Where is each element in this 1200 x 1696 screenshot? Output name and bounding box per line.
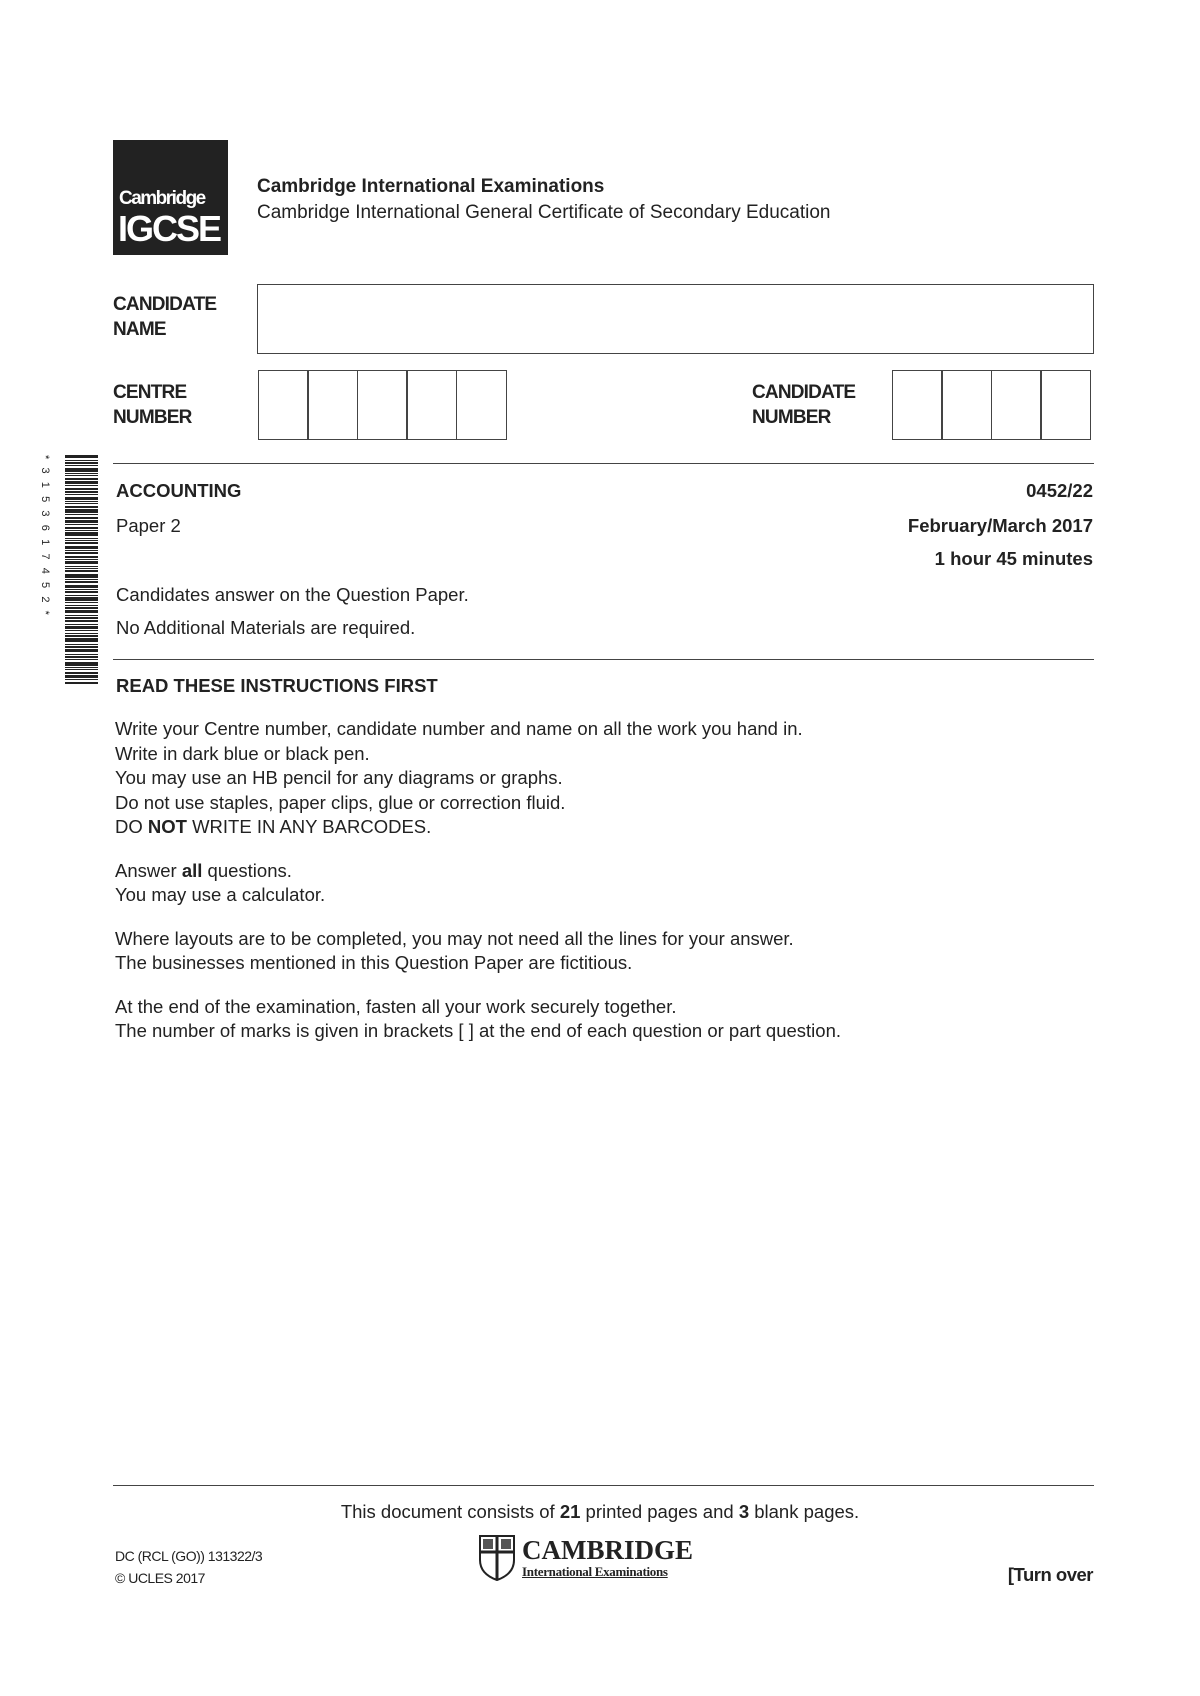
instruction xyxy=(115,860,292,881)
barcode-bar xyxy=(65,617,98,619)
barcode-bar xyxy=(65,630,98,631)
barcode-bar xyxy=(65,501,98,502)
instruction: Do not use staples, paper clips, glue or correction fluid. xyxy=(115,791,566,813)
text: This document consists of xyxy=(340,1501,560,1522)
barcode-bar xyxy=(65,556,98,558)
logo-subtext: International Examinations xyxy=(522,1564,668,1579)
page-count xyxy=(0,1501,1200,1523)
blank-pages: 3 xyxy=(738,1501,750,1522)
barcode-bar xyxy=(65,595,98,596)
text: blank pages. xyxy=(749,1501,860,1522)
barcode-bar xyxy=(65,682,98,684)
barcode-bar xyxy=(65,585,98,588)
barcode-bar xyxy=(65,559,98,560)
barcode-bar xyxy=(65,532,98,536)
barcode-bar xyxy=(65,620,98,622)
text: printed pages and xyxy=(580,1501,739,1522)
barcode-bar xyxy=(65,520,98,523)
paper-number: Paper 2 xyxy=(116,515,181,536)
barcode-bar xyxy=(65,542,98,544)
subject: ACCOUNTING xyxy=(116,480,242,501)
barcode-bar xyxy=(65,675,98,678)
divider xyxy=(113,659,1094,660)
barcode-bar xyxy=(65,540,98,541)
exam-session: February/March 2017 xyxy=(907,515,1093,536)
label-line: NUMBER xyxy=(752,407,831,428)
exam-duration: 1 hour 45 minutes xyxy=(934,548,1093,569)
barcode-bar xyxy=(65,546,98,549)
digit-box[interactable] xyxy=(406,370,457,440)
label-line: CANDIDATE xyxy=(113,294,217,315)
barcode-bar xyxy=(65,462,98,464)
barcode-bar xyxy=(65,679,98,680)
barcode-bar xyxy=(65,654,98,655)
barcode-bar xyxy=(65,481,98,484)
instruction: The number of marks is given in brackets [ ] at the end of each question or part question. xyxy=(115,1020,842,1041)
instruction: Write your Centre number, candidate number and name on all the work you hand in. xyxy=(115,718,803,739)
barcode-bar xyxy=(65,509,98,513)
barcode-bar xyxy=(65,615,98,616)
digit-box[interactable] xyxy=(258,370,309,440)
turn-over: [Turn over xyxy=(1007,1564,1093,1585)
qualification: Cambridge International General Certificate of Secondary Education xyxy=(257,202,831,223)
barcode-bar xyxy=(65,552,98,554)
barcode-bar xyxy=(65,605,98,606)
barcode-bar xyxy=(65,610,98,613)
barcode-bar xyxy=(65,561,98,564)
barcode-bar xyxy=(65,530,98,531)
logo-text: CAMBRIDGE xyxy=(522,1535,694,1565)
digit-box[interactable] xyxy=(991,370,1042,440)
barcode-bar xyxy=(65,566,98,567)
barcode-bar xyxy=(65,656,98,658)
instructions-heading: READ THESE INSTRUCTIONS FIRST xyxy=(116,675,438,696)
answer-note: Candidates answer on the Question Paper. xyxy=(116,584,469,605)
instruction: The businesses mentioned in this Question Paper are fictitious. xyxy=(115,952,633,973)
divider xyxy=(113,463,1094,464)
barcode-bar xyxy=(65,468,98,472)
barcode-bar xyxy=(65,597,98,601)
paper-code: 0452/22 xyxy=(1026,480,1093,501)
instruction xyxy=(115,816,431,837)
instruction: You may use an HB pencil for any diagrams or graphs. xyxy=(115,767,563,788)
barcode-bar xyxy=(65,646,98,648)
candidate-name-label xyxy=(113,292,216,342)
barcode-bar xyxy=(65,570,98,572)
document-reference xyxy=(115,1545,262,1589)
barcode-bar xyxy=(65,485,98,486)
emphasis: NOT xyxy=(147,816,187,837)
printed-pages: 21 xyxy=(559,1501,581,1522)
barcode-bar xyxy=(65,538,98,539)
label-line: NUMBER xyxy=(113,407,192,428)
exam-board: Cambridge International Examinations xyxy=(257,176,605,197)
barcode-bar xyxy=(65,644,98,645)
divider xyxy=(113,1485,1094,1486)
logo-text-cambridge: Cambridge xyxy=(119,188,205,209)
barcode-bar xyxy=(65,602,98,603)
barcode-bar xyxy=(65,633,98,634)
barcode-bar xyxy=(65,517,98,519)
barcode-bar xyxy=(65,667,98,668)
barcode-bar xyxy=(65,669,98,670)
instruction: Where layouts are to be completed, you may not need all the lines for your answer. xyxy=(115,927,794,949)
digit-box[interactable] xyxy=(941,370,992,440)
text: questions. xyxy=(202,859,292,881)
barcode-bar xyxy=(65,635,98,637)
cambridge-igcse-logo xyxy=(113,140,228,255)
centre-number-label xyxy=(113,380,192,430)
logo-text-igcse: IGCSE xyxy=(118,208,221,249)
text: DO xyxy=(115,816,148,837)
barcode-bar xyxy=(65,638,98,642)
candidate-number-field[interactable] xyxy=(893,370,1091,440)
barcode-bar xyxy=(65,662,98,666)
barcode xyxy=(53,455,98,685)
barcode-bar xyxy=(65,465,98,466)
barcode-bar xyxy=(65,475,98,476)
centre-number-field[interactable] xyxy=(259,370,507,440)
barcode-bar xyxy=(65,506,98,508)
candidate-name-field[interactable] xyxy=(257,284,1094,354)
barcode-bar xyxy=(65,503,98,504)
barcode-bar xyxy=(65,581,98,583)
barcode-bar xyxy=(65,659,98,660)
digit-box[interactable] xyxy=(1040,370,1091,440)
barcode-bar xyxy=(65,574,98,578)
barcode-bar xyxy=(65,626,98,629)
barcode-bar xyxy=(65,455,98,458)
cambridge-footer-logo xyxy=(478,1534,693,1582)
barcode-bar xyxy=(65,488,98,490)
barcode-bar xyxy=(65,649,98,652)
digit-box[interactable] xyxy=(307,370,358,440)
barcode-bar xyxy=(65,478,98,480)
label-line: CENTRE xyxy=(113,382,187,403)
barcode-bar xyxy=(65,589,98,590)
barcode-number: *3153617452* xyxy=(39,455,51,624)
barcode-bar xyxy=(65,494,98,495)
barcode-bar xyxy=(65,607,98,609)
candidate-number-label xyxy=(752,380,855,430)
barcode-bar xyxy=(65,497,98,500)
emphasis: all xyxy=(181,859,203,881)
copyright: © UCLES 2017 xyxy=(115,1570,205,1586)
barcode-bar xyxy=(65,568,98,569)
label-line: NAME xyxy=(113,319,166,340)
materials-note: No Additional Materials are required. xyxy=(116,617,416,638)
label-line: CANDIDATE xyxy=(752,382,856,403)
text: Answer xyxy=(115,859,182,881)
barcode-bar xyxy=(65,491,98,493)
instruction: Write in dark blue or black pen. xyxy=(115,742,370,764)
barcode-bar xyxy=(65,672,98,674)
digit-box[interactable] xyxy=(892,370,943,440)
digit-box[interactable] xyxy=(357,370,408,440)
barcode-bar xyxy=(65,550,98,551)
barcode-bar xyxy=(65,591,98,593)
shield-icon xyxy=(478,1534,516,1582)
instruction: You may use a calculator. xyxy=(115,884,326,905)
barcode-bar xyxy=(65,460,98,461)
instruction: At the end of the examination, fasten all your work securely together. xyxy=(115,995,677,1017)
barcode-bar xyxy=(65,473,98,474)
barcode-bar xyxy=(65,624,98,625)
instructions xyxy=(115,717,841,1063)
reference-code: DC (RCL (GO)) 131322/3 xyxy=(115,1548,263,1564)
barcode-bar xyxy=(65,514,98,515)
text: WRITE IN ANY BARCODES. xyxy=(186,816,432,837)
digit-box[interactable] xyxy=(456,370,507,440)
barcode-bar xyxy=(65,527,98,529)
barcode-bar xyxy=(65,524,98,525)
barcode-bar xyxy=(65,579,98,580)
